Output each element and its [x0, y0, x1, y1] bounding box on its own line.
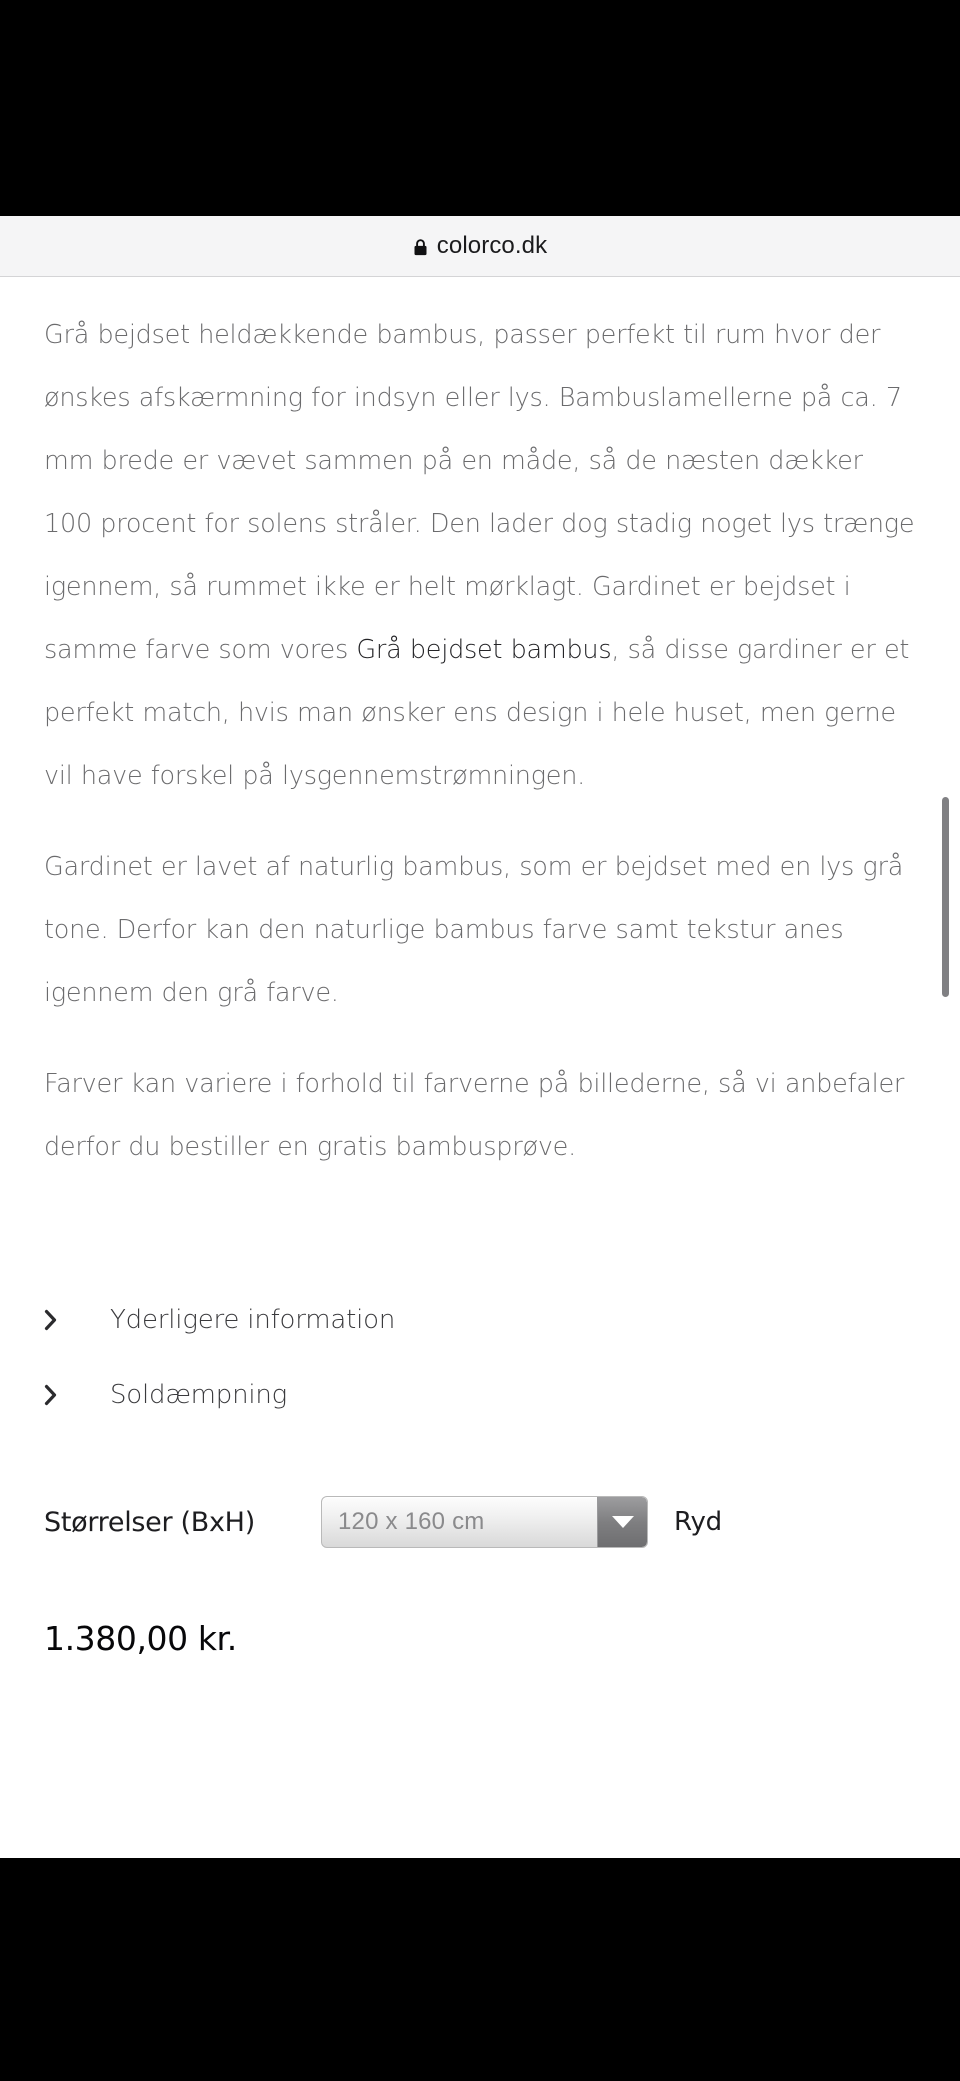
browser-address-bar[interactable]: [0, 216, 960, 277]
scrollbar-thumb[interactable]: [942, 797, 949, 997]
paragraph-1-part-2: , så disse gardiner er et perfekt match, hvis man ønsker ens design i hele huset, men gerne vil have forskel på lysgennemstrømningen.: [44, 635, 910, 791]
size-select-value: 120 x 160 cm: [338, 1508, 485, 1535]
accordion-item-label: Soldæmpning: [110, 1379, 288, 1410]
triangle-down-icon: [612, 1516, 634, 1528]
paragraph-1-part-1: Grå bejdset heldækkende bambus, passer perfekt til rum hvor der ønskes afskærmning for indsyn eller lys. Bambuslamellerne på ca. 7 mm brede er vævet sammen på en måde, så de næsten dækker 100 procent for solens stråler. Den lader dog stadig noget lys trænge igennem, så rummet ikke er helt mørklagt. Gardinet er bejdset i samme farve som vores: [44, 320, 915, 665]
accordion-item-soldaempning[interactable]: [44, 1357, 916, 1432]
chrome-bottom-black-bar: [0, 1858, 960, 2081]
accordion-list: [44, 1282, 916, 1432]
url-text: colorco.dk: [436, 232, 548, 259]
description-paragraph-2: Gardinet er lavet af naturlig bambus, som er bejdset med en lys grå tone. Derfor kan den naturlige bambus farve samt tekstur anes igennem den grå farve.: [44, 852, 904, 1008]
chevron-right-icon: [44, 1384, 74, 1406]
product-description-content: [0, 304, 960, 1658]
gra-bejdset-bambus-link[interactable]: Grå bejdset bambus: [356, 635, 612, 665]
description-paragraph-1: [44, 304, 916, 808]
product-price: 1.380,00 kr.: [44, 1619, 237, 1658]
description-paragraph-3: Farver kan variere i forhold til farverne på billederne, så vi anbefaler derfor du bestiller en gratis bambusprøve.: [44, 1069, 905, 1162]
size-select-arrow-button[interactable]: [597, 1497, 647, 1547]
size-select[interactable]: [321, 1496, 648, 1548]
size-selector-row: [44, 1494, 916, 1550]
lock-icon: [413, 239, 428, 256]
size-selector-label: Størrelser (BxH): [44, 1506, 255, 1538]
chrome-top-black-bar: [0, 0, 960, 216]
page-viewport: [0, 277, 960, 1858]
accordion-item-yderligere-information[interactable]: [44, 1282, 916, 1357]
chevron-right-icon: [44, 1309, 74, 1331]
accordion-item-label: Yderligere information: [110, 1304, 396, 1335]
clear-selection-link[interactable]: Ryd: [674, 1507, 722, 1537]
